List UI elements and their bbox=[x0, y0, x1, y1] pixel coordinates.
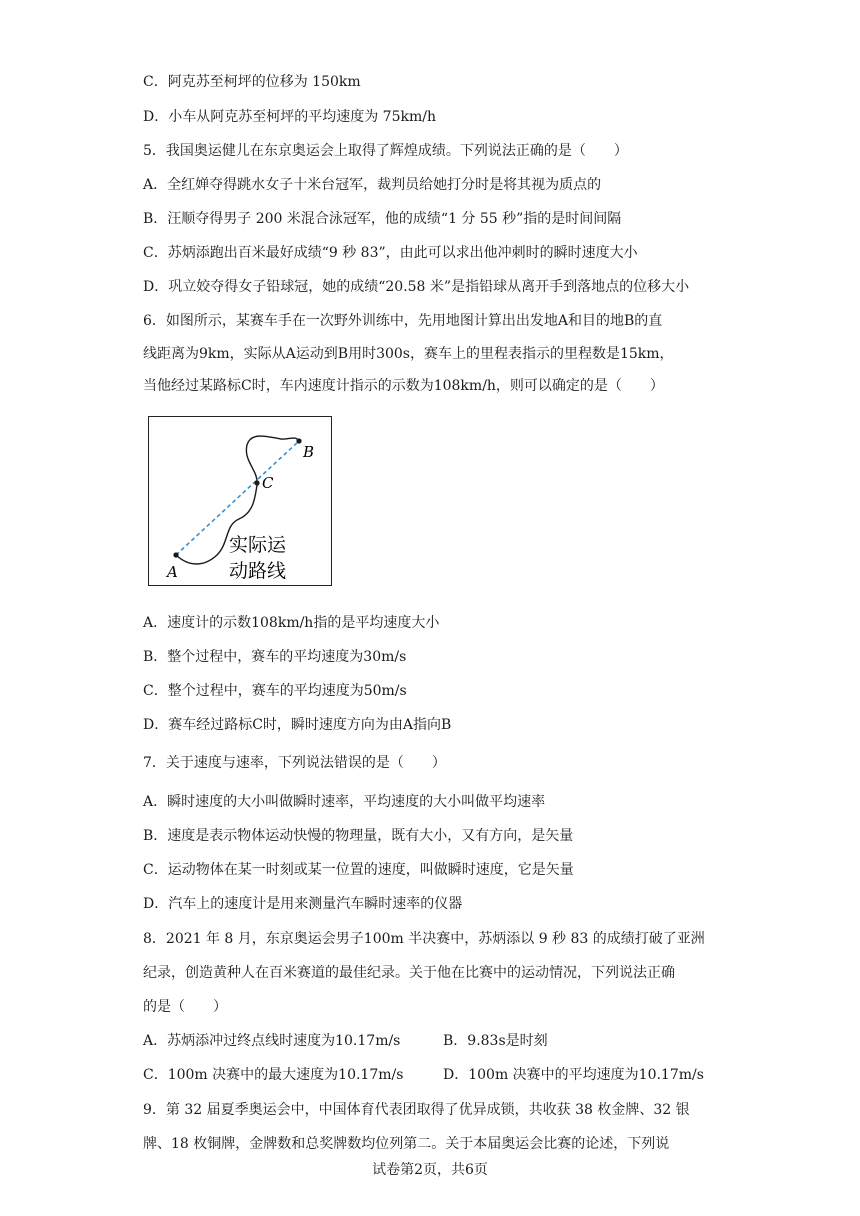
figure-caption-line-2: 动路线 bbox=[229, 560, 287, 582]
point-a-marker bbox=[173, 552, 178, 557]
q7-option-a: A．瞬时速度的大小叫做瞬时速率，平均速度的大小叫做平均速率 bbox=[143, 794, 546, 810]
question-6-stem-line-1: 6．如图所示，某赛车手在一次野外训练中，先用地图计算出出发地A和目的地B的直 bbox=[143, 313, 663, 329]
question-6-stem-line-2: 线距离为9km，实际从A运动到B用时300s，赛车上的里程表指示的里程数是15km， bbox=[143, 346, 674, 362]
q8-option-b: B．9.83s是时刻 bbox=[443, 1033, 548, 1049]
point-c-marker bbox=[254, 480, 259, 485]
page-footer: 试卷第2页，共6页 bbox=[372, 1162, 488, 1178]
question-8-stem-line-2: 纪录，创造黄种人在百米赛道的最佳纪录。关于他在比赛中的运动情况，下列说法正确 bbox=[143, 965, 675, 981]
q5-option-a: A．全红婵夺得跳水女子十米台冠军，裁判员给她打分时是将其视为质点的 bbox=[143, 177, 602, 193]
q8-option-a: A．苏炳添冲过终点线时速度为10.17m/s bbox=[143, 1033, 401, 1049]
q6-option-b: B．整个过程中，赛车的平均速度为30m/s bbox=[143, 649, 407, 665]
q5-option-d: D．巩立姣夺得女子铅球冠，她的成绩“20.58 米”是指铅球从离开手到落地点的位移大小 bbox=[143, 279, 690, 295]
question-8-stem-line-1: 8．2021 年 8 月，东京奥运会男子100m 半决赛中，苏炳添以 9 秒 83 的成绩打破了亚洲 bbox=[143, 931, 705, 947]
label-c: C bbox=[262, 474, 274, 492]
question-9-stem-line-2: 牌、18 枚铜牌，金牌数和总奖牌数均位列第二。关于本届奥运会比赛的论述，下列说 bbox=[143, 1136, 670, 1152]
q8-option-c: C．100m 决赛中的最大速度为10.17m/s bbox=[143, 1067, 404, 1083]
label-a: A bbox=[167, 563, 178, 581]
question-7-stem: 7．关于速度与速率，下列说法错误的是（ ） bbox=[143, 755, 446, 771]
q4-option-c: C．阿克苏至柯坪的位移为 150km bbox=[143, 74, 361, 90]
question-5-stem: 5．我国奥运健儿在东京奥运会上取得了辉煌成绩。下列说法正确的是（ ） bbox=[143, 143, 628, 159]
q7-option-c: C．运动物体在某一时刻或某一位置的速度，叫做瞬时速度，它是矢量 bbox=[143, 862, 574, 878]
q7-option-b: B．速度是表示物体运动快慢的物理量，既有大小，又有方向，是矢量 bbox=[143, 828, 574, 844]
label-b: B bbox=[303, 443, 315, 461]
question-9-stem-line-1: 9．第 32 届夏季奥运会中，中国体育代表团取得了优异成锁，共收获 38 枚金牌、32 银 bbox=[143, 1102, 690, 1118]
q6-option-d: D．赛车经过路标C时，瞬时速度方向为由A指向B bbox=[143, 717, 452, 733]
q6-option-a: A．速度计的示数108km/h指的是平均速度大小 bbox=[143, 615, 440, 631]
point-b-marker bbox=[296, 438, 301, 443]
q7-option-d: D．汽车上的速度计是用来测量汽车瞬时速率的仪器 bbox=[143, 896, 463, 912]
q8-option-d: D．100m 决赛中的平均速度为10.17m/s bbox=[443, 1067, 704, 1083]
motion-path-figure bbox=[148, 416, 332, 586]
motion-path-diagram bbox=[149, 417, 333, 587]
q4-option-d: D．小车从阿克苏至柯坪的平均速度为 75km/h bbox=[143, 109, 436, 125]
question-6-stem-line-3: 当他经过某路标C时，车内速度计指示的示数为108km/h，则可以确定的是（ ） bbox=[143, 378, 664, 394]
figure-caption-line-1: 实际运 bbox=[229, 534, 287, 556]
q6-option-c: C．整个过程中，赛车的平均速度为50m/s bbox=[143, 683, 407, 699]
question-8-stem-line-3: 的是（ ） bbox=[143, 999, 227, 1015]
q5-option-c: C．苏炳添跑出百米最好成绩“9 秒 83”，由此可以求出他冲刺时的瞬时速度大小 bbox=[143, 245, 638, 261]
q5-option-b: B．汪顺夺得男子 200 米混合泳冠军，他的成绩“1 分 55 秒”指的是时间间隔 bbox=[143, 211, 622, 227]
